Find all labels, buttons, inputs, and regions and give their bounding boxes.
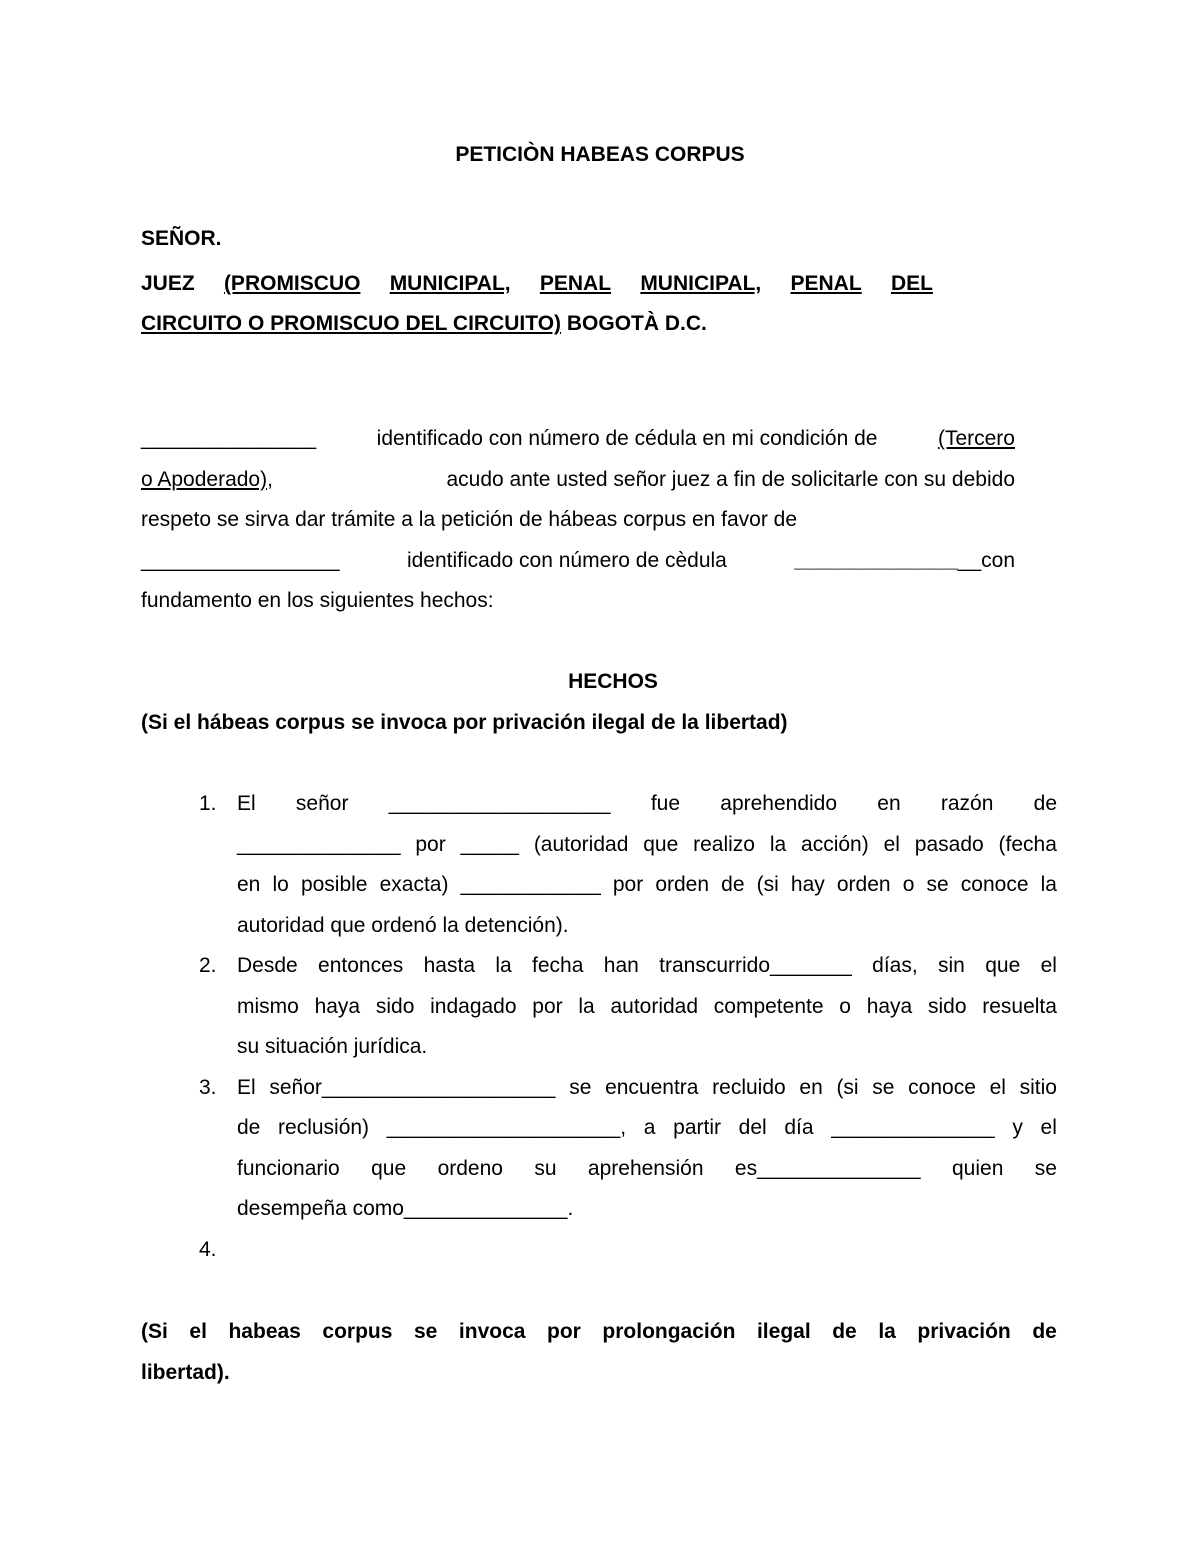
detainee-id-blank <box>794 541 1015 582</box>
court-word: MUNICIPAL, <box>389 272 511 295</box>
word: sido <box>927 994 967 1018</box>
word: por <box>547 1320 581 1343</box>
court-word: PENAL <box>790 272 862 295</box>
word: orden <box>836 873 891 896</box>
item-line: autoridad que ordenó la detención). <box>237 913 569 937</box>
word: privación <box>917 1320 1011 1343</box>
word: el <box>1040 954 1057 977</box>
word: la <box>495 954 512 977</box>
word: el <box>989 1075 1006 1099</box>
item-line: desempeña como______________. <box>237 1197 574 1220</box>
word: posible <box>300 873 368 896</box>
word: lo <box>272 873 289 896</box>
list-number: 3. <box>199 1075 217 1099</box>
word: quien <box>952 1156 1004 1180</box>
subheading-illegal-deprivation: (Si el hábeas corpus se invoca por privación ilegal de la libertad) <box>141 711 788 734</box>
word: sido <box>375 994 415 1018</box>
word: conoce <box>960 873 1029 896</box>
detainee-id-blank-bold: ______________ <box>794 548 958 572</box>
word: _____ <box>460 832 519 856</box>
word: el <box>883 832 900 856</box>
word: en <box>877 792 901 815</box>
addressee-salutation: SEÑOR. <box>141 227 222 250</box>
word: ____________ <box>460 873 601 896</box>
list-number: 2. <box>199 954 217 977</box>
word: el <box>1040 1116 1057 1139</box>
word: resuelta <box>982 994 1057 1018</box>
word: y <box>1012 1116 1023 1139</box>
item-line: su situación jurídica. <box>237 1035 428 1058</box>
court-word: (PROMISCUO <box>223 272 361 295</box>
word: se <box>1034 1156 1057 1180</box>
addressee-court <box>141 264 933 344</box>
court-word: MUNICIPAL, <box>640 272 762 295</box>
word: prolongación <box>602 1320 736 1343</box>
court-line-1 <box>141 264 933 304</box>
court-word: DEL <box>890 272 933 295</box>
word: aprehensión <box>587 1156 704 1180</box>
subheading-line <box>141 1312 1057 1353</box>
word: que <box>985 954 1021 977</box>
facts-list <box>141 784 1057 1270</box>
word: recluido <box>712 1075 786 1099</box>
intro-line <box>141 460 1015 501</box>
list-item <box>141 946 1057 1068</box>
word: señor____________________ <box>269 1075 556 1099</box>
word: pasado <box>914 832 984 856</box>
word: de <box>832 1320 857 1343</box>
word: El <box>237 792 256 815</box>
item-line <box>237 865 1057 906</box>
word: Desde <box>237 954 298 977</box>
word: de <box>721 873 745 896</box>
word: orden <box>655 873 710 896</box>
intro-text: identificado con número de cédula en mi condición de <box>370 427 884 450</box>
word: hasta <box>423 954 475 977</box>
word: sin <box>938 954 965 977</box>
court-word: PENAL <box>539 272 612 295</box>
word: que <box>643 832 679 856</box>
juez-word: JUEZ <box>141 272 195 295</box>
item-line <box>237 1068 1057 1109</box>
word: fecha <box>532 954 584 977</box>
intro-line: fundamento en los siguientes hechos: <box>141 589 494 612</box>
hechos-heading: HECHOS <box>568 670 658 693</box>
list-number: 4. <box>199 1237 217 1261</box>
court-type-continued: CIRCUITO O PROMISCUO DEL CIRCUITO) <box>141 312 562 335</box>
intro-paragraph <box>141 419 1015 622</box>
list-item <box>141 784 1057 946</box>
intro-line <box>141 541 1015 582</box>
word: la <box>878 1320 896 1343</box>
word: (Si <box>141 1320 168 1343</box>
word: se <box>569 1075 592 1099</box>
word: competente <box>713 994 824 1018</box>
word: haya <box>314 994 361 1018</box>
word: (fecha <box>998 832 1057 856</box>
word: encuentra <box>605 1075 699 1099</box>
word: han <box>603 954 639 977</box>
word: su <box>534 1156 557 1180</box>
list-item <box>141 1230 1057 1271</box>
item-line <box>237 825 1057 866</box>
word: o <box>902 873 915 896</box>
word: partir <box>673 1116 721 1139</box>
word: (si <box>756 873 779 896</box>
word: la <box>769 832 787 856</box>
word: acción) <box>801 832 869 856</box>
intro-line <box>141 419 1015 460</box>
word: de <box>237 1116 261 1139</box>
word: sitio <box>1019 1075 1057 1099</box>
intro-text: acudo ante usted señor juez a fin de solicitarle con su debido <box>440 467 1015 491</box>
word: del <box>738 1116 767 1139</box>
word: corpus <box>322 1320 393 1343</box>
item-line <box>237 784 1057 825</box>
word: el <box>189 1320 207 1343</box>
intro-text-end: __con <box>957 548 1015 572</box>
word: la <box>1040 873 1057 896</box>
word: días, <box>872 954 918 977</box>
word: se <box>926 873 949 896</box>
word: (autoridad <box>533 832 629 856</box>
word: indagado <box>430 994 517 1018</box>
word: a <box>643 1116 656 1139</box>
word: ordeno <box>437 1156 503 1180</box>
intro-text: respeto se sirva dar trámite a la petición de hábeas corpus en favor de <box>141 508 798 531</box>
item-line <box>237 1230 1057 1271</box>
item-line <box>237 987 1057 1028</box>
word: reclusión) <box>278 1116 370 1139</box>
word: habeas <box>228 1320 301 1343</box>
word: por <box>532 994 563 1018</box>
list-item <box>141 1068 1057 1230</box>
word: se <box>872 1075 895 1099</box>
subheading-line: libertad). <box>141 1360 230 1384</box>
list-number: 1. <box>199 792 217 815</box>
word: mismo <box>237 994 299 1018</box>
word: autoridad <box>610 994 699 1018</box>
word: entonces <box>318 954 404 977</box>
word: El <box>237 1075 256 1099</box>
intro-text: identificado con número de cèdula <box>401 548 733 572</box>
subheading-prolonged-deprivation <box>141 1312 1057 1393</box>
condition-option: (Tercero <box>937 427 1015 450</box>
word: ______________ <box>237 832 401 856</box>
word: ______________ <box>831 1116 995 1139</box>
item-line <box>237 946 1057 987</box>
petitioner-name-blank: _______________ <box>141 427 317 450</box>
word: la <box>578 994 595 1018</box>
word: (si <box>836 1075 859 1099</box>
word: haya <box>866 994 913 1018</box>
word: aprehendido <box>720 792 838 815</box>
word: por <box>415 832 446 856</box>
word: transcurrido_______ <box>659 954 852 977</box>
item-line <box>237 1108 1057 1149</box>
word: funcionario <box>237 1156 340 1180</box>
word: ___________________ <box>388 792 611 815</box>
word: exacta) <box>379 873 449 896</box>
detainee-name-blank: _________________ <box>141 548 340 572</box>
item-line <box>237 1149 1057 1190</box>
word: señor <box>295 792 349 815</box>
word: fue <box>650 792 681 815</box>
word: día <box>784 1116 814 1139</box>
word: en <box>237 873 261 896</box>
condition-option: o Apoderado), <box>141 467 273 491</box>
word: de <box>1033 792 1057 815</box>
word: realizo <box>693 832 755 856</box>
word: por <box>612 873 644 896</box>
document-title: PETICIÒN HABEAS CORPUS <box>455 143 745 166</box>
word: ____________________, <box>386 1116 627 1139</box>
court-line-2 <box>141 304 933 344</box>
word: o <box>839 994 851 1018</box>
word: se <box>414 1320 438 1343</box>
word: razón <box>940 792 994 815</box>
word: invoca <box>458 1320 526 1343</box>
word: conoce <box>908 1075 976 1099</box>
word: en <box>799 1075 823 1099</box>
word: es______________ <box>734 1156 921 1180</box>
word: ilegal <box>756 1320 811 1343</box>
court-city: BOGOTÀ D.C. <box>561 312 707 335</box>
intro-line <box>141 500 1015 541</box>
word: de <box>1032 1320 1057 1343</box>
word: que <box>371 1156 407 1180</box>
word: hay <box>790 873 825 896</box>
